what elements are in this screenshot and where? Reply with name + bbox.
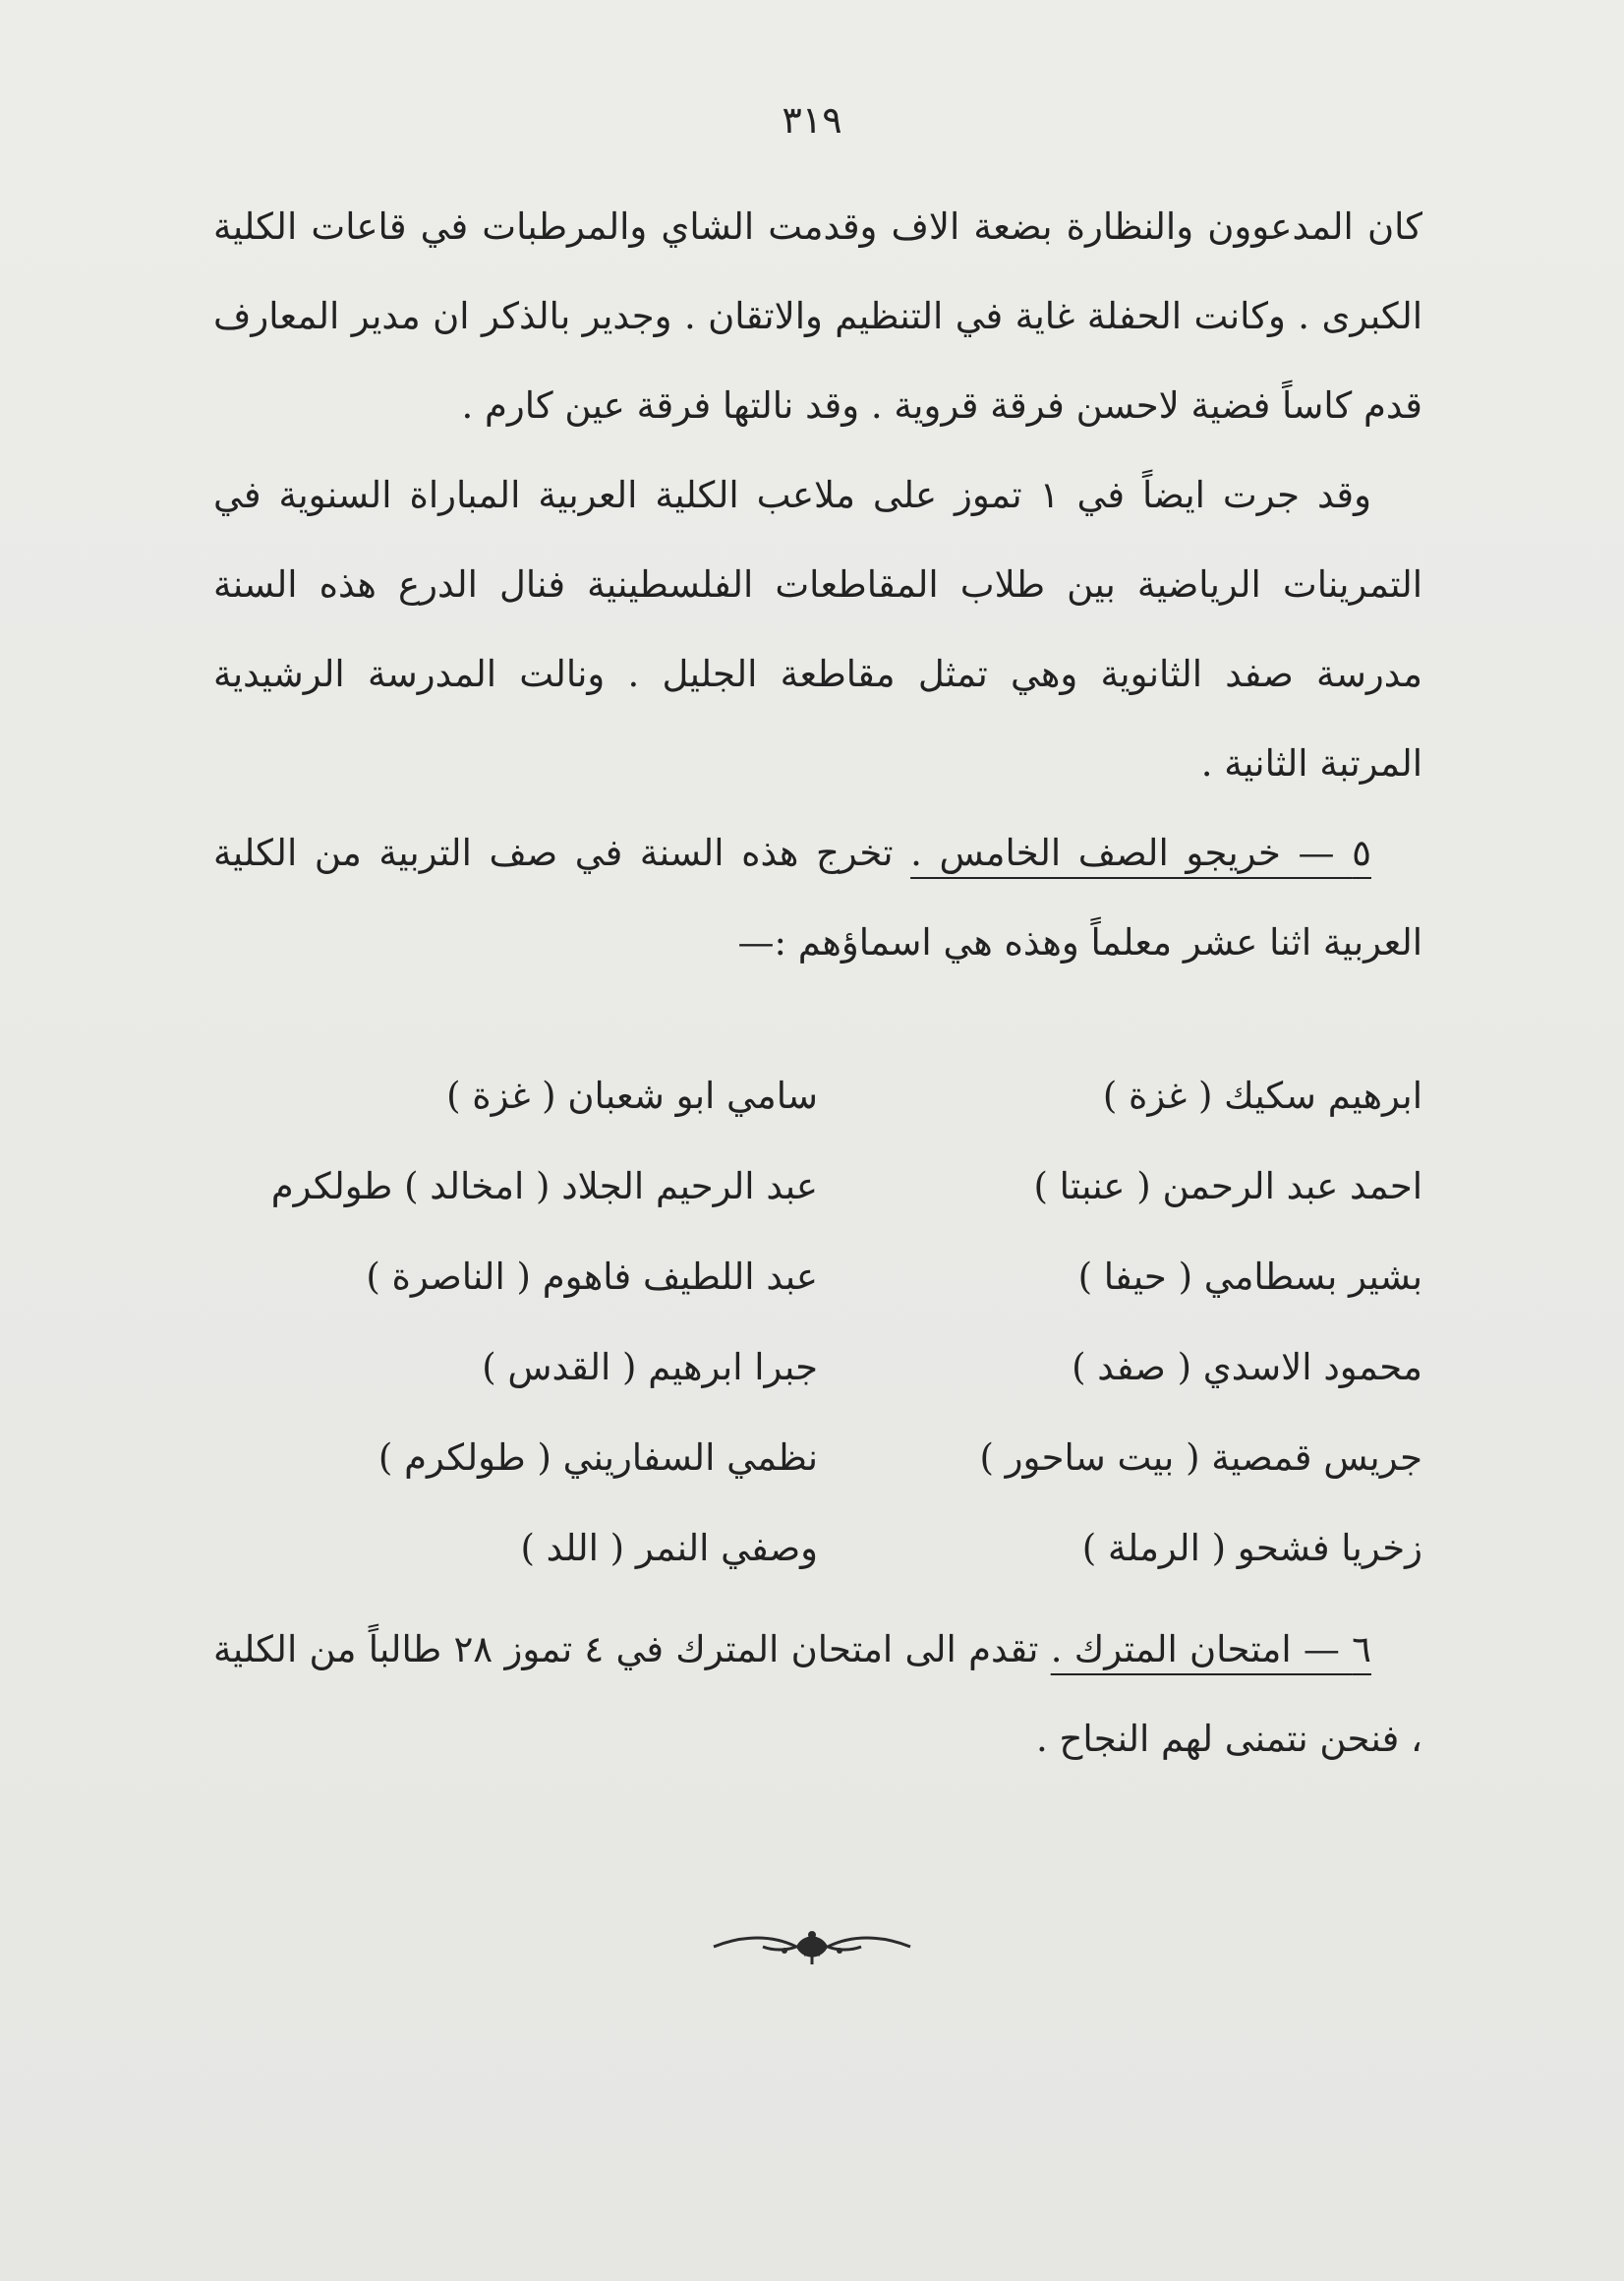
ornament-divider-icon [704,1917,920,1976]
section-6-heading: ٦ — امتحان المترك . [1050,1628,1371,1670]
graduates-row [213,1412,1422,1502]
graduate-name: سامي ابو شعبان ( غزة ) [446,1074,818,1117]
paragraph-2: وقد جرت ايضاً في ١ تموز على ملاعب الكلية العربية المباراة السنوية في التمرينات الرياضية بين طلاب المقاطعات الفلسطينية فنال الدرع هذه السنة مدرسة صفد الثانوية وهي تمثل مقاطعة الجليل . ونالت المدرسة الرشيدية المرتبة الثانية . [213,474,1422,785]
graduate-name: وصفي النمر ( اللد ) [520,1526,818,1569]
graduate-name: نظمي السفاريني ( طولكرم ) [377,1435,818,1479]
graduate-name: عبد الرحيم الجلاد ( امخالد ) طولكرم [270,1164,818,1207]
graduate-name: بشير بسطامي ( حيفا ) [1077,1255,1422,1298]
graduates-row [213,1321,1422,1412]
graduate-name: زخريا فشحو ( الرملة ) [1081,1526,1422,1569]
section-6-text: تقدم الى امتحان المترك في ٤ تموز ٢٨ طالباً من الكلية ، فنحن نتمنى لهم النجاح . [213,1628,1422,1760]
graduate-name: جريس قمصية ( بيت ساحور ) [979,1435,1422,1479]
paragraph-1: كان المدعوون والنظارة بضعة الاف وقدمت الشاي والمرطبات في قاعات الكلية الكبرى . وكانت الحفلة غاية في التنظيم والاتقان . وجدير بالذكر ان مدير المعارف قدم كاساً فضية لاحسن فرقة قروية . وقد نالتها فرقة عين كارم . [213,205,1422,427]
page-number: ٣١٩ [782,98,842,142]
graduate-name: عبد اللطيف فاهوم ( الناصرة ) [366,1255,818,1298]
graduates-row [213,1140,1422,1231]
section-5-heading: ٥ — خريجو الصف الخامس . [910,832,1371,874]
section-5-paragraph [213,808,1422,987]
section-5-text: تخرج هذه السنة في صف التربية من الكلية العربية اثنا عشر معلماً وهذه هي اسماؤهم :— [213,832,1422,964]
graduates-row [213,1050,1422,1140]
graduates-row [213,1502,1422,1593]
section-6 [213,1605,1422,1784]
graduate-name: ابرهيم سكيك ( غزة ) [1102,1074,1422,1117]
graduate-name: محمود الاسدي ( صفد ) [1072,1345,1422,1388]
graduates-list [213,1050,1422,1593]
section-6-paragraph [213,1605,1422,1784]
graduate-name: جبرا ابرهيم ( القدس ) [482,1345,818,1388]
graduate-name: احمد عبد الرحمن ( عنبتا ) [1033,1164,1422,1207]
body-text [213,182,1422,987]
graduates-row [213,1231,1422,1321]
